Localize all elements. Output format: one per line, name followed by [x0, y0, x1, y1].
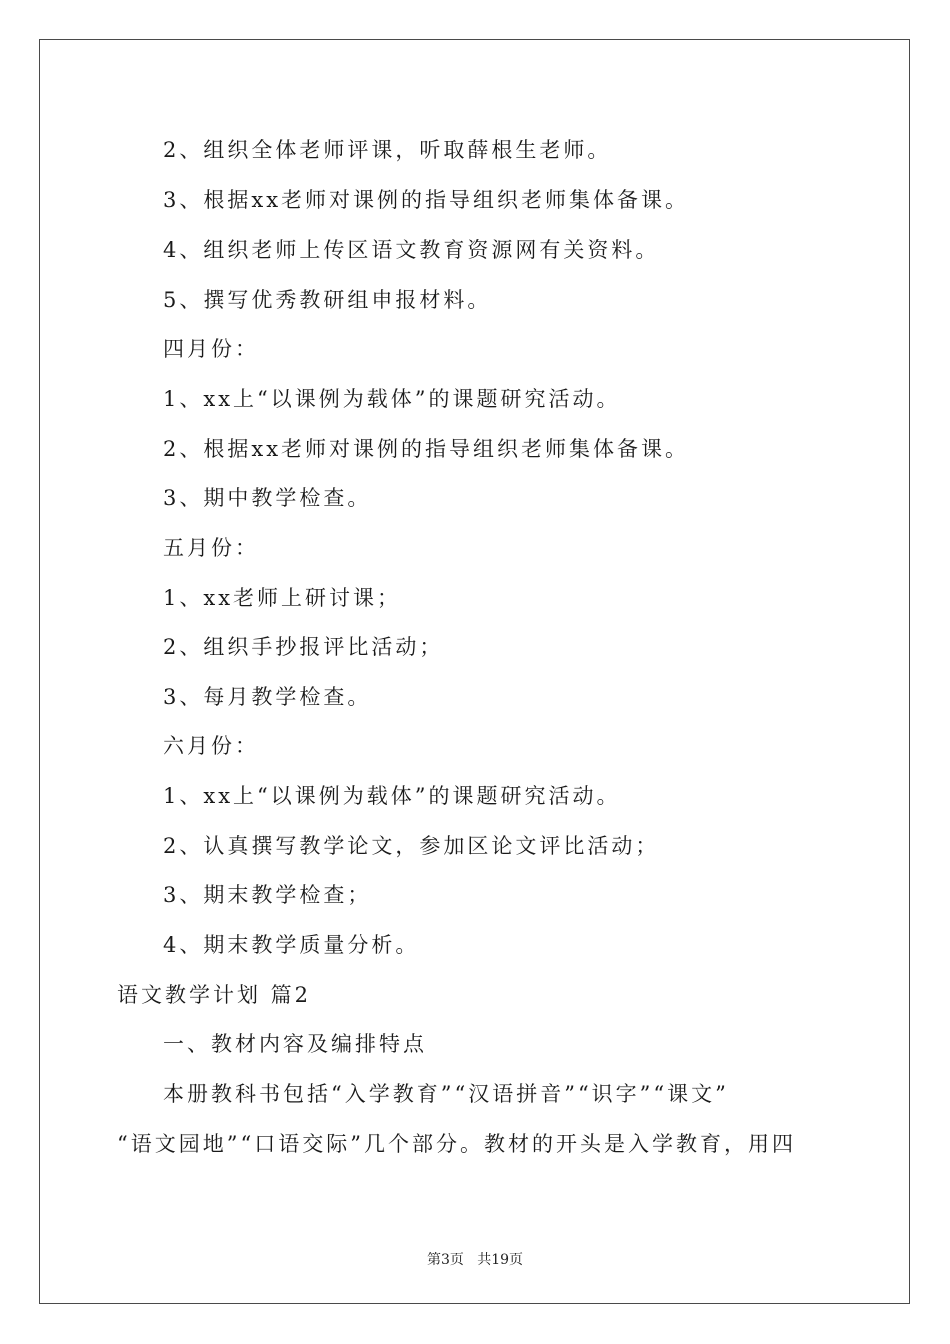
- list-item: 1、xx老师上研讨课；: [163, 586, 402, 610]
- list-item: 2、认真撰写教学论文，参加区论文评比活动；: [163, 834, 660, 858]
- list-item: 1、xx上“以课例为载体”的课题研究活动。: [163, 387, 621, 411]
- list-item: 5、撰写优秀教研组申报材料。: [163, 288, 492, 312]
- month-heading: 五月份：: [163, 536, 259, 560]
- list-item: 2、组织手抄报评比活动；: [163, 635, 444, 659]
- month-heading: 六月份：: [163, 734, 259, 758]
- list-item: 3、每月教学检查。: [163, 685, 372, 709]
- paragraph-line: 本册教科书包括“入学教育”“汉语拼音”“识字”“课文”: [163, 1082, 729, 1106]
- list-item: 2、根据xx老师对课例的指导组织老师集体备课。: [163, 437, 690, 461]
- list-item: 3、期末教学检查；: [163, 883, 372, 907]
- list-item: 4、组织老师上传区语文教育资源网有关资料。: [163, 238, 660, 262]
- section-title: 语文教学计划 篇2: [117, 983, 312, 1007]
- page-number: 第3页 共19页: [426, 1252, 524, 1268]
- subheading: 一、教材内容及编排特点: [163, 1032, 427, 1056]
- list-item: 2、组织全体老师评课，听取薛根生老师。: [163, 138, 612, 162]
- paragraph-line: “语文园地”“口语交际”几个部分。教材的开头是入学教育，用四: [117, 1132, 796, 1156]
- list-item: 3、期中教学检查。: [163, 486, 372, 510]
- list-item: 4、期末教学质量分析。: [163, 933, 420, 957]
- list-item: 1、xx上“以课例为载体”的课题研究活动。: [163, 784, 621, 808]
- month-heading: 四月份：: [163, 337, 259, 361]
- list-item: 3、根据xx老师对课例的指导组织老师集体备课。: [163, 188, 690, 212]
- page-border: [39, 39, 910, 1304]
